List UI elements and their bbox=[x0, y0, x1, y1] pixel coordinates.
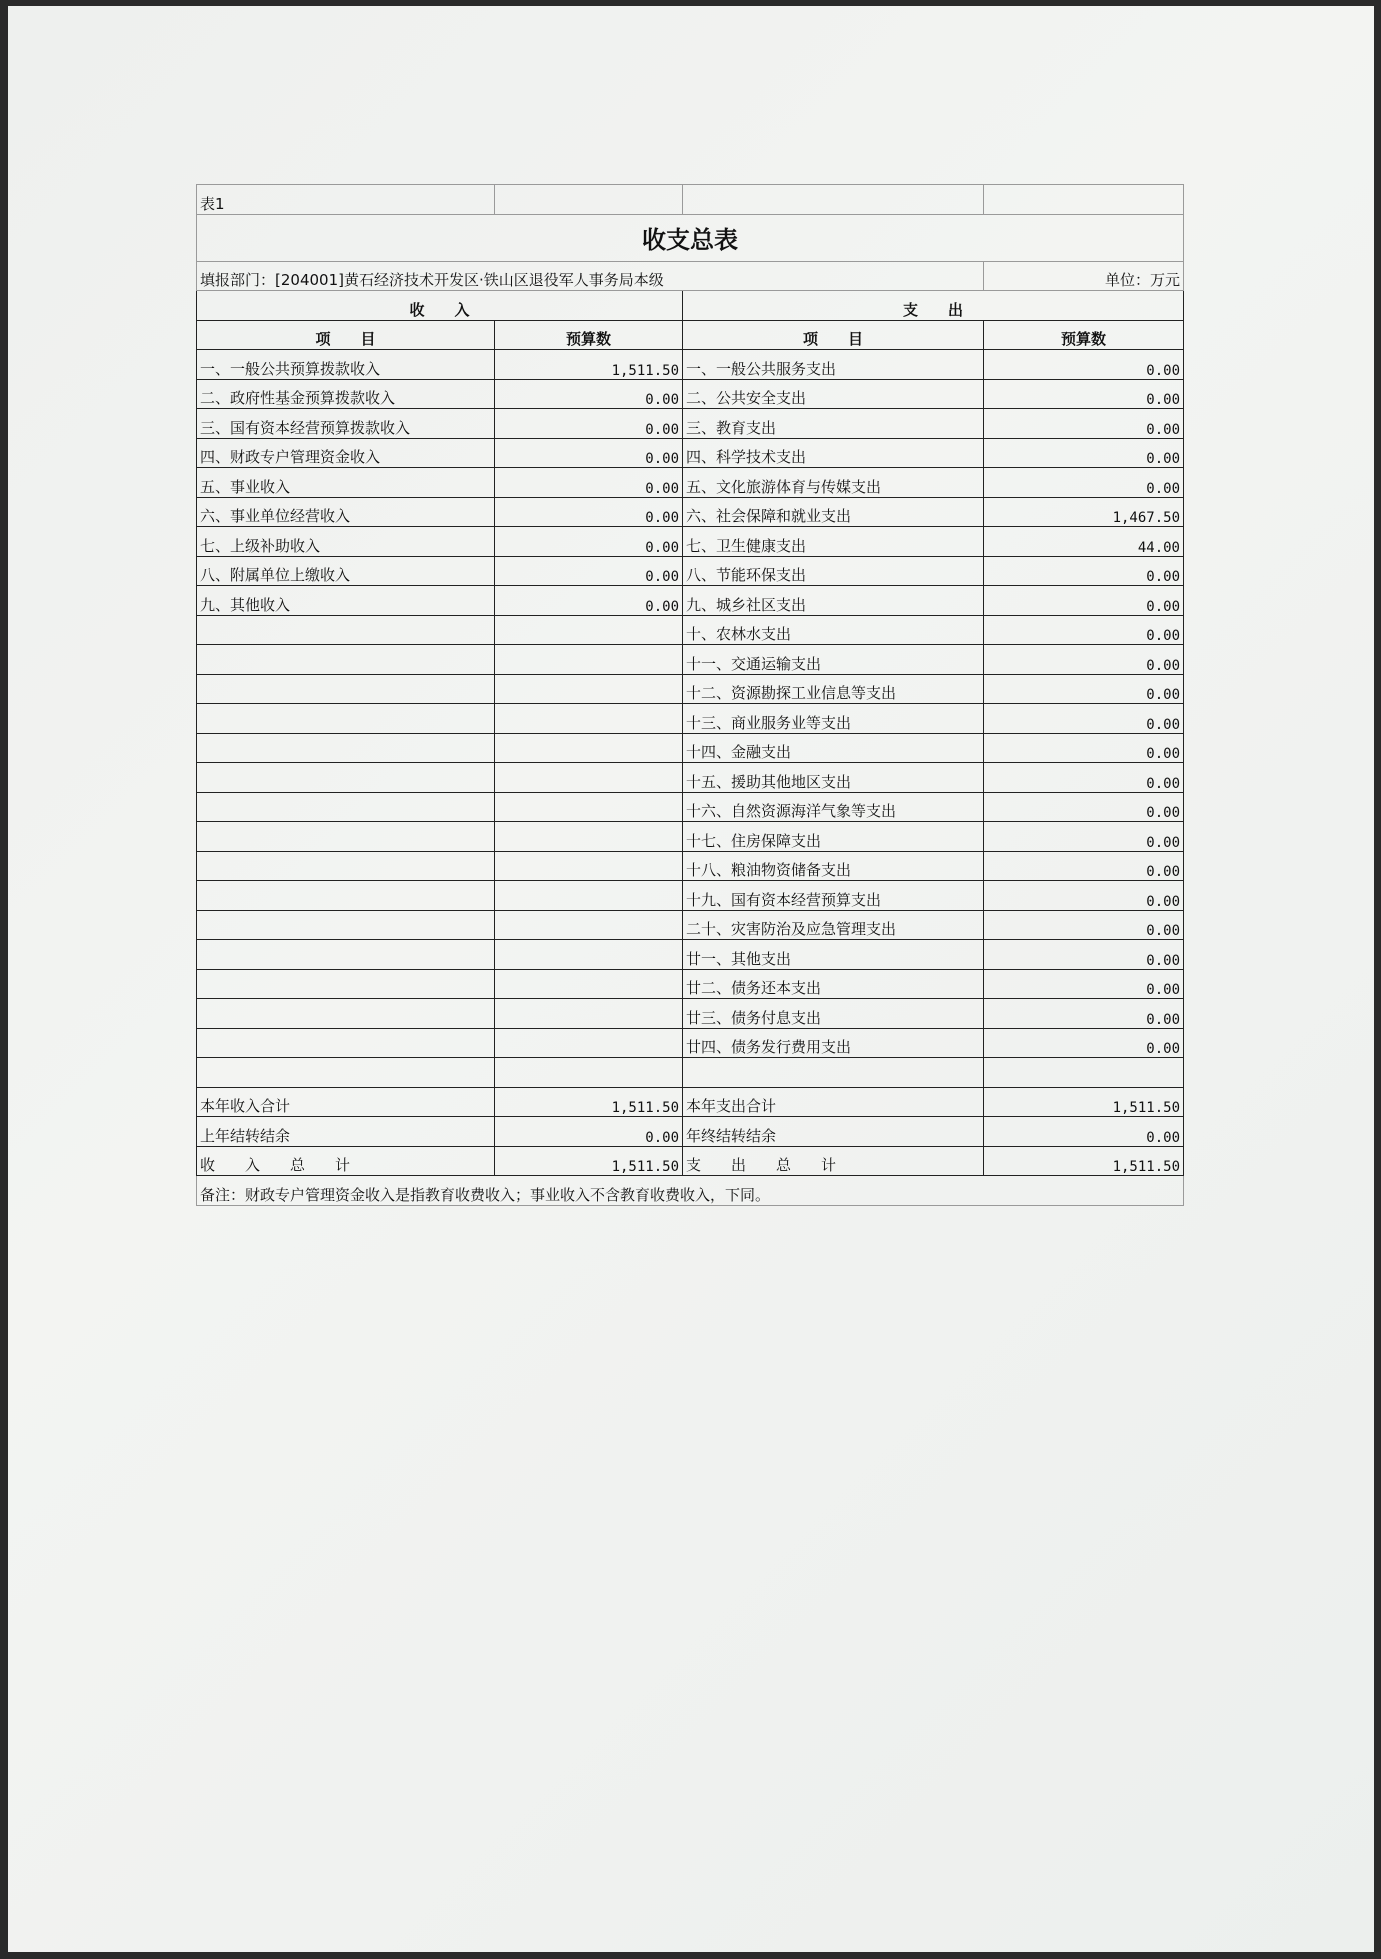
income-item-cell: 二、政府性基金预算拨款收入 bbox=[197, 379, 495, 409]
expense-value-cell: 1,511.50 bbox=[984, 1087, 1184, 1117]
expense-value-cell: 0.00 bbox=[984, 881, 1184, 911]
income-item-cell: 四、财政专户管理资金收入 bbox=[197, 438, 495, 468]
income-item-cell: 收 入 总 计 bbox=[197, 1146, 495, 1176]
income-item-cell: 九、其他收入 bbox=[197, 586, 495, 616]
expense-value-cell: 0.00 bbox=[984, 556, 1184, 586]
table-row bbox=[197, 851, 1184, 881]
income-value-cell bbox=[495, 822, 683, 852]
expense-item-cell: 七、卫生健康支出 bbox=[683, 527, 984, 557]
page-title: 收支总表 bbox=[197, 214, 1184, 261]
expense-value-cell: 0.00 bbox=[984, 409, 1184, 439]
expense-item-cell: 八、节能环保支出 bbox=[683, 556, 984, 586]
expense-budget-header: 预算数 bbox=[984, 320, 1184, 350]
expense-header: 支 出 bbox=[683, 291, 1184, 321]
expense-value-cell: 0.00 bbox=[984, 704, 1184, 734]
expense-item-cell: 三、教育支出 bbox=[683, 409, 984, 439]
table-row bbox=[197, 792, 1184, 822]
income-item-cell bbox=[197, 822, 495, 852]
income-budget-header: 预算数 bbox=[495, 320, 683, 350]
expense-item-cell: 廿二、债务还本支出 bbox=[683, 969, 984, 999]
expense-value-cell: 0.00 bbox=[984, 586, 1184, 616]
table-row bbox=[197, 999, 1184, 1029]
column-header-row bbox=[197, 320, 1184, 350]
expense-item-cell: 十、农林水支出 bbox=[683, 615, 984, 645]
income-value-cell: 0.00 bbox=[495, 527, 683, 557]
expense-value-cell: 0.00 bbox=[984, 1117, 1184, 1147]
table-row bbox=[197, 822, 1184, 852]
income-item-cell bbox=[197, 969, 495, 999]
income-value-cell: 1,511.50 bbox=[495, 350, 683, 380]
expense-item-cell: 二十、灾害防治及应急管理支出 bbox=[683, 910, 984, 940]
income-expense-table bbox=[196, 184, 1184, 1206]
note-row bbox=[197, 1176, 1184, 1206]
expense-item-cell: 十六、自然资源海洋气象等支出 bbox=[683, 792, 984, 822]
table-row bbox=[197, 733, 1184, 763]
table-row bbox=[197, 910, 1184, 940]
expense-item-cell: 十一、交通运输支出 bbox=[683, 645, 984, 675]
income-value-cell bbox=[495, 1058, 683, 1088]
table-row bbox=[197, 645, 1184, 675]
income-item-cell bbox=[197, 733, 495, 763]
expense-item-cell: 十五、援助其他地区支出 bbox=[683, 763, 984, 793]
income-item-cell bbox=[197, 763, 495, 793]
income-value-cell: 0.00 bbox=[495, 379, 683, 409]
income-item-cell bbox=[197, 645, 495, 675]
expense-value-cell: 0.00 bbox=[984, 822, 1184, 852]
title-row bbox=[197, 214, 1184, 261]
income-value-cell bbox=[495, 1028, 683, 1058]
income-value-cell: 0.00 bbox=[495, 556, 683, 586]
income-item-cell: 一、一般公共预算拨款收入 bbox=[197, 350, 495, 380]
income-item-cell bbox=[197, 792, 495, 822]
table-row bbox=[197, 1028, 1184, 1058]
income-value-cell: 0.00 bbox=[495, 409, 683, 439]
expense-item-cell: 年终结转结余 bbox=[683, 1117, 984, 1147]
expense-item-cell: 十四、金融支出 bbox=[683, 733, 984, 763]
income-item-cell bbox=[197, 910, 495, 940]
expense-item-cell: 四、科学技术支出 bbox=[683, 438, 984, 468]
table-row bbox=[197, 763, 1184, 793]
income-item-cell: 三、国有资本经营预算拨款收入 bbox=[197, 409, 495, 439]
unit-label: 单位：万元 bbox=[984, 261, 1184, 291]
expense-value-cell: 0.00 bbox=[984, 969, 1184, 999]
expense-value-cell: 0.00 bbox=[984, 910, 1184, 940]
expense-value-cell: 0.00 bbox=[984, 674, 1184, 704]
table-row bbox=[197, 615, 1184, 645]
expense-item-cell: 十二、资源勘探工业信息等支出 bbox=[683, 674, 984, 704]
section-header-row bbox=[197, 291, 1184, 321]
income-item-cell bbox=[197, 881, 495, 911]
expense-item-header: 项 目 bbox=[683, 320, 984, 350]
income-value-cell bbox=[495, 881, 683, 911]
table-row bbox=[197, 468, 1184, 498]
expense-value-cell: 0.00 bbox=[984, 645, 1184, 675]
income-value-cell: 1,511.50 bbox=[495, 1146, 683, 1176]
expense-value-cell: 0.00 bbox=[984, 792, 1184, 822]
income-item-cell: 六、事业单位经营收入 bbox=[197, 497, 495, 527]
expense-value-cell: 0.00 bbox=[984, 615, 1184, 645]
paper-sheet bbox=[8, 6, 1374, 1952]
expense-value-cell: 1,467.50 bbox=[984, 497, 1184, 527]
income-item-cell bbox=[197, 615, 495, 645]
table-id: 表1 bbox=[197, 185, 495, 215]
income-value-cell: 0.00 bbox=[495, 438, 683, 468]
total-row bbox=[197, 1117, 1184, 1147]
expense-value-cell: 0.00 bbox=[984, 940, 1184, 970]
income-value-cell: 0.00 bbox=[495, 497, 683, 527]
table-row bbox=[197, 379, 1184, 409]
expense-item-cell: 本年支出合计 bbox=[683, 1087, 984, 1117]
table-row bbox=[197, 940, 1184, 970]
table-row bbox=[197, 674, 1184, 704]
footnote: 备注：财政专户管理资金收入是指教育收费收入；事业收入不含教育收费收入，下同。 bbox=[197, 1176, 1184, 1206]
expense-item-cell: 廿一、其他支出 bbox=[683, 940, 984, 970]
table-row bbox=[197, 586, 1184, 616]
expense-item-cell: 九、城乡社区支出 bbox=[683, 586, 984, 616]
table-row bbox=[197, 527, 1184, 557]
department-label: 填报部门：[204001]黄石经济技术开发区·铁山区退役军人事务局本级 bbox=[197, 261, 984, 291]
income-header: 收 入 bbox=[197, 291, 683, 321]
income-item-cell bbox=[197, 940, 495, 970]
expense-item-cell: 十三、商业服务业等支出 bbox=[683, 704, 984, 734]
expense-item-cell: 廿三、债务付息支出 bbox=[683, 999, 984, 1029]
income-value-cell bbox=[495, 704, 683, 734]
table-row bbox=[197, 969, 1184, 999]
income-value-cell bbox=[495, 940, 683, 970]
income-value-cell bbox=[495, 645, 683, 675]
expense-item-cell: 五、文化旅游体育与传媒支出 bbox=[683, 468, 984, 498]
expense-value-cell: 0.00 bbox=[984, 851, 1184, 881]
expense-value-cell bbox=[984, 1058, 1184, 1088]
expense-value-cell: 0.00 bbox=[984, 1028, 1184, 1058]
income-item-cell: 五、事业收入 bbox=[197, 468, 495, 498]
expense-value-cell: 0.00 bbox=[984, 763, 1184, 793]
income-item-header: 项 目 bbox=[197, 320, 495, 350]
expense-value-cell: 1,511.50 bbox=[984, 1146, 1184, 1176]
expense-value-cell: 0.00 bbox=[984, 733, 1184, 763]
income-item-cell bbox=[197, 999, 495, 1029]
expense-value-cell: 0.00 bbox=[984, 468, 1184, 498]
expense-value-cell: 0.00 bbox=[984, 999, 1184, 1029]
table-row bbox=[197, 438, 1184, 468]
income-value-cell: 0.00 bbox=[495, 468, 683, 498]
income-value-cell bbox=[495, 792, 683, 822]
income-value-cell bbox=[495, 910, 683, 940]
expense-item-cell: 十七、住房保障支出 bbox=[683, 822, 984, 852]
income-item-cell: 七、上级补助收入 bbox=[197, 527, 495, 557]
meta-row bbox=[197, 261, 1184, 291]
expense-item-cell: 十八、粮油物资储备支出 bbox=[683, 851, 984, 881]
table-row bbox=[197, 350, 1184, 380]
income-value-cell bbox=[495, 674, 683, 704]
income-value-cell: 0.00 bbox=[495, 586, 683, 616]
income-item-cell bbox=[197, 1028, 495, 1058]
expense-item-cell bbox=[683, 1058, 984, 1088]
income-value-cell bbox=[495, 763, 683, 793]
income-item-cell bbox=[197, 851, 495, 881]
table-row bbox=[197, 497, 1184, 527]
table-row bbox=[197, 556, 1184, 586]
expense-item-cell: 一、一般公共服务支出 bbox=[683, 350, 984, 380]
budget-summary-document bbox=[196, 184, 1183, 1206]
income-item-cell: 上年结转结余 bbox=[197, 1117, 495, 1147]
income-value-cell: 1,511.50 bbox=[495, 1087, 683, 1117]
income-value-cell bbox=[495, 999, 683, 1029]
income-value-cell: 0.00 bbox=[495, 1117, 683, 1147]
table-id-row bbox=[197, 185, 1184, 215]
table-row bbox=[197, 1058, 1184, 1088]
income-value-cell bbox=[495, 733, 683, 763]
expense-value-cell: 0.00 bbox=[984, 350, 1184, 380]
income-value-cell bbox=[495, 615, 683, 645]
income-item-cell bbox=[197, 674, 495, 704]
expense-item-cell: 二、公共安全支出 bbox=[683, 379, 984, 409]
total-row bbox=[197, 1087, 1184, 1117]
expense-value-cell: 0.00 bbox=[984, 438, 1184, 468]
income-item-cell bbox=[197, 704, 495, 734]
table-row bbox=[197, 881, 1184, 911]
expense-item-cell: 廿四、债务发行费用支出 bbox=[683, 1028, 984, 1058]
income-item-cell: 八、附属单位上缴收入 bbox=[197, 556, 495, 586]
expense-item-cell: 支 出 总 计 bbox=[683, 1146, 984, 1176]
income-value-cell bbox=[495, 851, 683, 881]
expense-value-cell: 0.00 bbox=[984, 379, 1184, 409]
expense-item-cell: 十九、国有资本经营预算支出 bbox=[683, 881, 984, 911]
expense-item-cell: 六、社会保障和就业支出 bbox=[683, 497, 984, 527]
expense-value-cell: 44.00 bbox=[984, 527, 1184, 557]
table-row bbox=[197, 704, 1184, 734]
table-row bbox=[197, 409, 1184, 439]
total-row bbox=[197, 1146, 1184, 1176]
income-item-cell bbox=[197, 1058, 495, 1088]
income-value-cell bbox=[495, 969, 683, 999]
income-item-cell: 本年收入合计 bbox=[197, 1087, 495, 1117]
